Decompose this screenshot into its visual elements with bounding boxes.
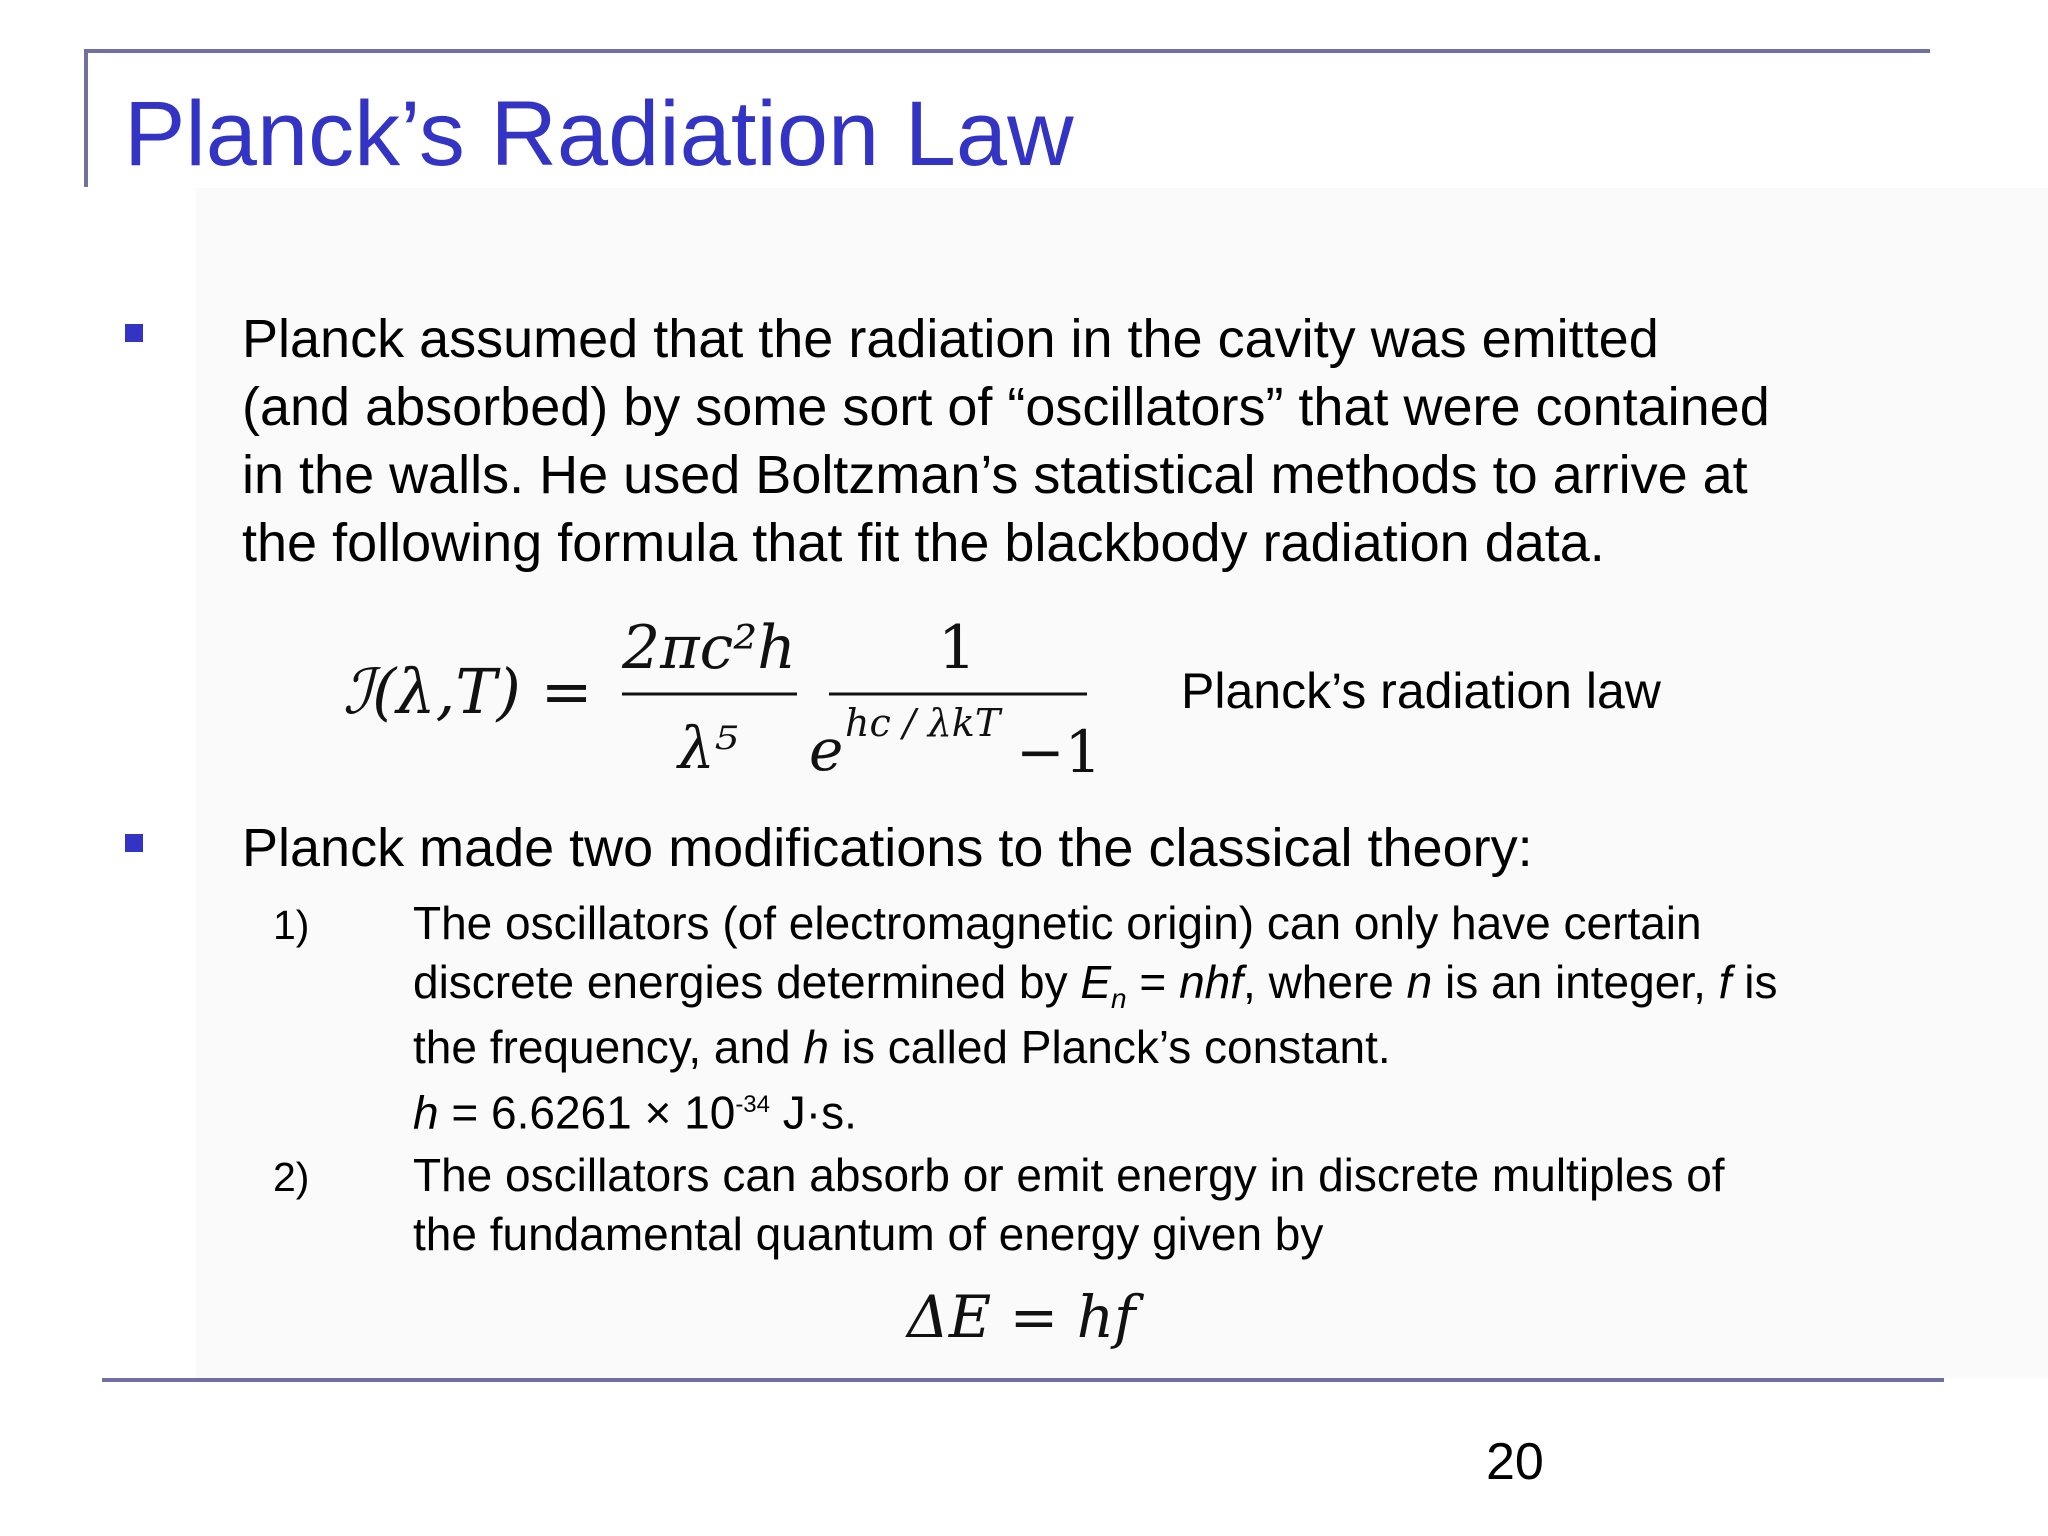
formula-numerator-1: 2πc²h <box>622 613 796 683</box>
f-symbol: f <box>1718 956 1732 1008</box>
bullet-marker-1 <box>125 324 143 342</box>
footer-rule <box>102 1378 1944 1382</box>
n-symbol: n <box>1406 956 1433 1008</box>
energy-subscript: n <box>1111 983 1127 1015</box>
formula-lhs: ℐ(λ,T) = <box>343 655 593 728</box>
constant-value: = 6.6261 × 10 <box>438 1086 736 1139</box>
formula-denominator-1: λ⁵ <box>678 714 739 782</box>
h-symbol: h <box>803 1021 830 1073</box>
energy-symbol: E <box>1080 956 1112 1008</box>
item-1-line-4 <box>413 1076 857 1141</box>
equals-sign: = <box>1126 956 1180 1008</box>
item-2-number: 2) <box>273 1154 310 1200</box>
integer-text: is an integer, <box>1432 956 1719 1008</box>
where-text: , where <box>1243 956 1407 1008</box>
formula-exponential-base: e <box>809 716 844 784</box>
page-number: 20 <box>1486 1433 1544 1491</box>
bullet-marker-2 <box>125 834 143 852</box>
planck-radiation-formula <box>335 600 1115 790</box>
nhf-expression: nhf <box>1179 956 1244 1008</box>
frequency-text: the frequency, and <box>413 1021 804 1073</box>
title-frame-left-rule <box>84 49 88 187</box>
bullet-1-line: (and absorbed) by some sort of “oscillators” that were contained <box>242 377 1770 437</box>
formula-numerator-2: 1 <box>938 613 977 683</box>
formula-label: Planck’s radiation law <box>1181 663 1661 719</box>
item-1-line-3 <box>413 1018 1391 1076</box>
item-2-line-1: The oscillators can absorb or emit energy in discrete multiples of <box>413 1149 1725 1201</box>
bullet-1-text <box>242 305 1922 577</box>
bullet-1-line: Planck assumed that the radiation in the cavity was emitted <box>242 309 1659 369</box>
slide-title: Planck’s Radiation Law <box>124 83 1074 185</box>
formula-exponent: hc / λkT <box>845 701 1001 745</box>
item-1-line-1: The oscillators (of electromagnetic origin) can only have certain <box>413 897 1702 949</box>
item-1-line-2-prefix: discrete energies determined by <box>413 956 1081 1008</box>
bullet-2-heading: Planck made two modifications to the classical theory: <box>242 818 1533 878</box>
item-1-line-2 <box>413 953 1777 1028</box>
constant-unit: J·s. <box>770 1086 857 1139</box>
bullet-1-line: in the walls. He used Boltzman’s statistical methods to arrive at <box>242 445 1748 505</box>
title-frame-top-rule <box>84 49 1930 53</box>
formula-minus-one: −1 <box>1016 718 1102 786</box>
constant-h-symbol: h <box>413 1086 439 1139</box>
is-text: is <box>1731 956 1778 1008</box>
bullet-1-line: the following formula that fit the blackbody radiation data. <box>242 513 1605 573</box>
planck-constant-text: is called Planck’s constant. <box>829 1021 1391 1073</box>
constant-exponent: -34 <box>735 1091 770 1118</box>
energy-quantum-formula: ΔE = hf <box>907 1283 1136 1351</box>
item-2-line-2: the fundamental quantum of energy given by <box>413 1208 1324 1260</box>
item-1-number: 1) <box>273 902 310 948</box>
